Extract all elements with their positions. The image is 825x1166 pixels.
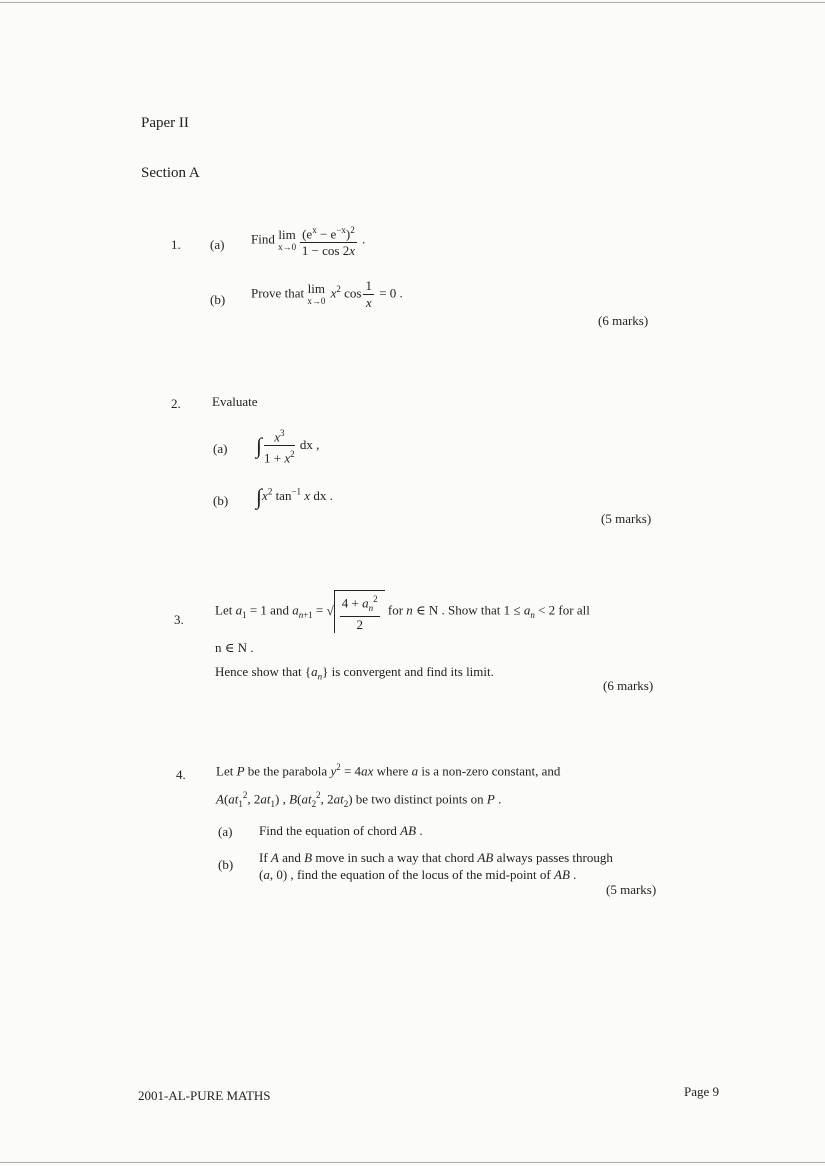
q1a-body bbox=[251, 222, 365, 259]
q3-line3: Hence show that $\{a_n\}$ is convergent and find its limit. bbox=[215, 664, 494, 682]
q4-let: Let bbox=[216, 763, 234, 779]
question-1-number: 1. bbox=[171, 237, 181, 252]
q1a-limit: lim x→0 bbox=[278, 226, 297, 252]
q4-parabola: be the parabola bbox=[247, 763, 328, 779]
q1b-fraction: $\frac{1}{x}$ bbox=[365, 278, 372, 310]
q2a-label: (a) bbox=[213, 441, 228, 456]
q4b-label: (b) bbox=[218, 857, 234, 872]
q4b-and: and bbox=[282, 850, 301, 865]
question-3-number: 3. bbox=[174, 612, 184, 627]
q3-line2: n ∈ N . bbox=[215, 640, 254, 655]
q3-hence: Hence show that bbox=[215, 664, 302, 679]
q2b-label: (b) bbox=[213, 493, 229, 508]
q4-marks: (5 marks) bbox=[606, 882, 657, 897]
q4a-text: Find the equation of chord bbox=[259, 823, 397, 838]
scan-edge-top bbox=[0, 2, 825, 3]
q1b-body: Prove that lim x→0 $x^2$ cos $\frac{1}{x}$ = 0 . bbox=[251, 278, 403, 310]
section-title: Section A bbox=[141, 165, 200, 181]
q1a-label: (a) bbox=[210, 237, 225, 252]
q2a-fraction: $\frac{x^3}{1 + x^2}$ bbox=[264, 425, 295, 467]
q3-and: and bbox=[270, 602, 289, 618]
q3-for: for bbox=[387, 602, 404, 618]
q1a-fraction: $\frac{(e^x - e^{-x})^2}{1 - \cos 2x}$ bbox=[300, 222, 357, 259]
integral-sign-icon: ∫ bbox=[256, 432, 263, 458]
q1b-label: (b) bbox=[210, 292, 226, 307]
question-4-number: 4. bbox=[176, 767, 186, 782]
q1b-prove-text: Prove that bbox=[251, 285, 305, 301]
q1b-limit: lim x→0 bbox=[307, 280, 326, 306]
q4b-locus: find the equation of the locus of the mid-point of bbox=[296, 867, 551, 882]
integral-sign-icon: ∫ bbox=[256, 484, 263, 509]
q4b-if: If bbox=[259, 850, 268, 865]
q4-where: where bbox=[376, 763, 409, 779]
question-2-number: 2. bbox=[171, 396, 181, 411]
q4-line2: $A(at_1^2$, $2at_1$) , $B(at_2^2$, $2at_2$) be two distinct points on P . bbox=[216, 790, 502, 809]
q4-constant: is a non-zero constant, and bbox=[421, 763, 561, 779]
paper-title: Paper II bbox=[141, 115, 189, 131]
footer-exam-code: 2001-AL-PURE MATHS bbox=[138, 1088, 271, 1103]
q2-marks: (5 marks) bbox=[601, 511, 652, 526]
q3-show-that: . Show that bbox=[441, 602, 501, 618]
q1b-tail: = 0 . bbox=[379, 285, 403, 301]
scan-edge-bottom bbox=[0, 1162, 825, 1163]
q3-let: Let bbox=[215, 602, 233, 618]
q4a-label: (a) bbox=[218, 824, 233, 839]
q4-line1: Let P be the parabola $y^2 = 4ax$ where a is a non-zero constant, and bbox=[216, 762, 561, 779]
q2a-tail: dx , bbox=[299, 436, 320, 452]
q4b-line2: (a, 0) , find the equation of the locus of the mid-point of AB . bbox=[259, 867, 577, 882]
q4b-line1: If A and B move in such a way that chord AB always passes through bbox=[259, 850, 613, 865]
q3-sqrt: √ $\frac{4 + a_n^2}{2}$ bbox=[327, 590, 385, 633]
q4b-passes: always passes through bbox=[496, 850, 613, 865]
q3-for-all: for all bbox=[558, 602, 590, 618]
q3-marks: (6 marks) bbox=[603, 678, 654, 693]
q2b-tail: dx . bbox=[313, 487, 333, 503]
q3-convergent: is convergent and find its limit. bbox=[331, 664, 494, 679]
q2a-body bbox=[256, 425, 319, 467]
q3-line1: Let $a_1 = 1$ and $a_{n+1}$ = √ $\frac{4 + a_n^2}{2}$ for n ∈ N . Show that $1 \le a_n < 2$ for all bbox=[215, 590, 590, 633]
q1a-tail: . bbox=[361, 231, 366, 247]
footer-page-number: Page 9 bbox=[684, 1084, 720, 1099]
q1-marks: (6 marks) bbox=[598, 313, 649, 328]
q2-intro: Evaluate bbox=[212, 394, 258, 409]
q4a-body: Find the equation of chord AB . bbox=[259, 823, 423, 838]
q4-distinct-points: be two distinct points on bbox=[355, 791, 484, 807]
q1a-find-text: Find bbox=[251, 231, 275, 247]
q2b-body: $\int x^2$ $\tan^{-1} x$ dx . bbox=[256, 484, 333, 509]
q4b-move: move in such a way that chord bbox=[315, 850, 475, 865]
